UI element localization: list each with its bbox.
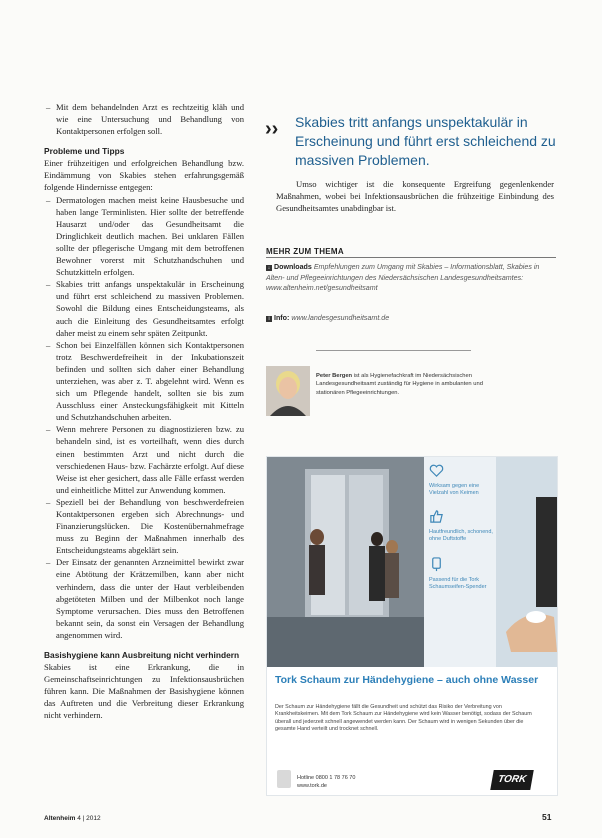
ad-features-panel xyxy=(424,457,557,667)
quote-chevron-icon: ›› xyxy=(265,118,279,140)
info-link[interactable]: www.landesgesundheitsamt.de xyxy=(291,314,390,322)
elevator-scene-image xyxy=(267,457,424,667)
more-on-topic-heading: MEHR ZUM THEMA xyxy=(266,247,344,256)
ad-contact xyxy=(297,775,355,790)
right-paragraph: Umso wichtiger ist die konsequente Ergreifung gegenlenkender Maßnahmen, wobei bei Infektionsausbrüchen die frühzeitige Einbindung des Gesundheitsamtes unabdingbar ist. xyxy=(276,179,554,214)
list-item: – Skabies tritt anfangs unspektakulär in Erscheinung und führt erst schleichend zu massiven Problemen. Sowohl die Bildung eines Entscheidungsteams, als auch die Einleitung des Gesundheitsamtes erfolgt daher meist zu einem sehr späten Zeitpunkt. xyxy=(56,278,244,338)
info-icon: i xyxy=(266,316,272,322)
feature-text: Wirksam gegen eine Vielzahl von Keimen xyxy=(429,483,480,496)
list-item: – Speziell bei der Behandlung von beschwerdefreien Kontaktpersonen ergeben sich Abrechnungs- und Finanzierungslücken. Die Kostenübernahmefrage muss zu Beginn der Maßnahmen innerhalb des Entscheidungsteams abgeklärt sein. xyxy=(56,496,244,556)
section-heading-basishygiene: Basishygiene kann Ausbreitung nicht verhindern xyxy=(44,650,240,661)
magazine-name: Altenheim xyxy=(44,815,76,822)
downloads-link[interactable]: Empfehlungen zum Umgang mit Skabies – Informationsblatt, Skabies in Alten- und Pflegeeinrichtungen des Niedersächsischen Landesgesundheitsamtes: www.altenheim.net/gesundheitsamt xyxy=(266,263,540,292)
author-description: ist als Hygienefachkraft im Niedersächsischen Landesgesundheitsamt zuständig für Hygiene in ambulanten und stationären Pflegeeinrichtungen. xyxy=(316,373,483,396)
portrait-image xyxy=(266,366,310,416)
pull-quote: Skabies tritt anfangs unspektakulär in Erscheinung und führt erst schleichend zu massiven Problemen. xyxy=(295,114,556,168)
list-item: – Mit dem behandelnden Arzt es rechtzeitig kläh und wie eine Untersuchung und Behandlung von Kontaktpersonen erfolgen soll. xyxy=(56,101,244,137)
ad-headline: Tork Schaum zur Händehygiene – auch ohne Wasser xyxy=(275,674,539,686)
list-item: – Wenn mehrere Personen zu diagnostizieren bzw. zu behandeln sind, ist es vorteilhaft, wenn dies durch einen bestimmten Arzt und nicht durch die verschiedenen Haus- bzw. Fachärzte erfolgt. Auf diese Weise ist eher gesichert, dass alle Fälle erfasst werden und einheitliche Mittel zur Anwendung kommen. xyxy=(56,423,244,496)
divider xyxy=(316,350,471,351)
feature-text: Hautfreundlich, schonend, ohne Duftstoffe xyxy=(429,529,493,542)
ad-website[interactable]: www.tork.de xyxy=(297,782,327,789)
info-entry xyxy=(266,313,556,324)
list-item: – Dermatologen machen meist keine Hausbesuche und haben lange Terminlisten. Hier sollte der betreffende Hausarzt und/oder das Gesundheitsamt die Dringlichkeit deutlich machen. Bei unklaren Fällen sollte der pflegerische Umgang mit dem betroffenen Bewohner vorerst mit Schutzhandschuhen und Schutzkitteln erfolgen. xyxy=(56,194,244,279)
feature-text: Passend für die Tork Schaumseifen-Spender xyxy=(429,577,487,590)
ad-phone: Hotline 0800 1 78 76 70 xyxy=(297,775,356,781)
problem-list xyxy=(44,194,244,641)
feature-item xyxy=(429,557,499,591)
feature-item xyxy=(429,509,499,543)
author-photo xyxy=(266,366,310,416)
foam-hand-icon xyxy=(496,457,557,667)
intro-list xyxy=(44,101,244,137)
list-item: – Schon bei Einzelfällen können sich Kontaktpersonen trotz Beschwerdefreiheit in der Inkubationszeit befinden und sollten sich daher einer Behandlung unterziehen, was aber z. T. abgelehnt wird. Wenn es sich um Pflegende handelt, sollten sie bis zum Ausschluss einer Ansteckungsfähigkeit mit Kitteln und Schutzhandschuhen arbeiten. xyxy=(56,339,244,424)
dispenser-icon xyxy=(429,557,444,572)
feature-item xyxy=(429,463,499,497)
tork-logo: TORK xyxy=(490,770,534,790)
ad-hand-image xyxy=(496,457,557,667)
section-intro: Einer frühzeitigen und erfolgreichen Behandlung bzw. Eindämmung von Skabies stehen erfahrungsgemäß folgende Hindernisse entgegen: xyxy=(44,158,244,193)
ad-photo-elevator xyxy=(267,457,424,667)
section-text: Skabies ist eine Erkrankung, die in Gemeinschaftseinrichtungen zu Infektionsausbrüchen führen kann. Die Maßnahmen der Basishygiene können das Auftreten und die Verbreitung dieser Erkrankung nicht verhindern. xyxy=(44,662,244,721)
author-name: Peter Bergen xyxy=(316,373,353,379)
footer-magazine xyxy=(44,815,101,822)
heart-icon xyxy=(429,463,444,478)
download-icon: ↓ xyxy=(267,265,271,271)
tork-advertisement xyxy=(266,456,558,796)
info-label: Info: xyxy=(274,314,290,322)
downloads-entry xyxy=(266,262,556,294)
author-bio xyxy=(316,372,511,397)
divider xyxy=(266,257,556,258)
issue-number: 4 | 2012 xyxy=(77,815,101,822)
downloads-label: Downloads xyxy=(274,263,312,271)
quality-seal-icon xyxy=(277,770,291,788)
left-column xyxy=(44,0,244,722)
list-item: – Der Einsatz der genannten Arzneimittel bewirkt zwar eine Abtötung der Krätzemilben, kann aber nicht verhindern, dass die unter der Haut verbleibenden abgetöteten Milben und der Milbenkot noch lange Symptome verursachen. Dies muss den Betroffenen bekannt sein, da sonst ein Versagen der Behandlung angenommen wird. xyxy=(56,556,244,641)
section-heading-probleme: Probleme und Tipps xyxy=(44,146,125,157)
page-number: 51 xyxy=(542,812,552,822)
ad-body: Der Schaum zur Händehygiene fällt die Gesundheit und schützt das Risiko der Verbreitung von Krankheitskeimen. Mit dem Tork Schaum zur Händehygiene wird kein Wasser benötigt, sodass der Schaum überall und jederzeit schnell angewendet werden kann. Der Schaum wird in wenigen Sekunden über die gesamte Hand verteilt und trocknet schnell. xyxy=(275,704,532,733)
thumbs-up-icon xyxy=(429,509,444,524)
